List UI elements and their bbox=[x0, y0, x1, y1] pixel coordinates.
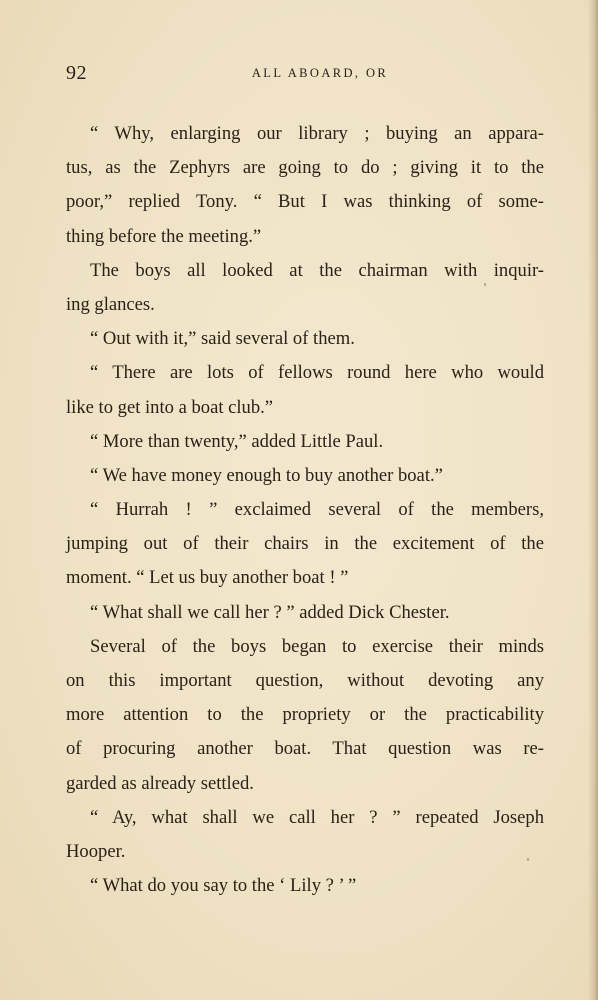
paragraph bbox=[66, 596, 544, 630]
text-line: like to get into a boat club.” bbox=[66, 396, 274, 418]
text-line: more attention to the propriety or the practicability bbox=[66, 704, 544, 726]
running-head: ALL ABOARD, OR bbox=[251, 66, 389, 80]
paragraph bbox=[66, 493, 544, 596]
text-line: “ What do you say to the ‘ Lily ? ’ ” bbox=[90, 875, 357, 897]
text-line: “ Hurrah ! ” exclaimed several of the members, bbox=[90, 499, 544, 521]
paragraph bbox=[66, 322, 544, 356]
text-line: moment. “ Let us buy another boat ! ” bbox=[66, 567, 349, 589]
text-line: “ We have money enough to buy another boat.” bbox=[90, 464, 443, 486]
text-line: “ More than twenty,” added Little Paul. bbox=[90, 430, 384, 452]
text-line: garded as already settled. bbox=[66, 772, 254, 794]
text-line: “ Why, enlarging our library ; buying an appara- bbox=[90, 123, 544, 144]
paragraph bbox=[66, 254, 544, 322]
text-line: of procuring another boat. That question was re- bbox=[66, 738, 544, 760]
text-line: poor,” replied Tony. “ But I was thinking of some- bbox=[66, 191, 544, 213]
text-line: “ Out with it,” said several of them. bbox=[90, 328, 355, 350]
text-line: thing before the meeting.” bbox=[66, 225, 262, 247]
text-line: “ What shall we call her ? ” added Dick Chester. bbox=[90, 601, 450, 623]
page-number: 92 bbox=[66, 62, 87, 84]
paragraph bbox=[66, 459, 544, 493]
paragraph bbox=[66, 425, 544, 459]
paragraph bbox=[66, 869, 544, 903]
text-line: Hooper. bbox=[66, 840, 126, 862]
text-line: tus, as the Zephyrs are going to do ; giving it to the bbox=[66, 157, 544, 179]
body-text bbox=[66, 117, 544, 903]
text-line: jumping out of their chairs in the excitement of the bbox=[66, 533, 544, 555]
text-line: “ There are lots of fellows round here who would bbox=[90, 362, 544, 384]
text-line: “ Ay, what shall we call her ? ” repeated Joseph bbox=[90, 806, 544, 828]
paper-speck bbox=[484, 283, 486, 286]
text-line: Several of the boys began to exercise their minds bbox=[90, 635, 544, 657]
paper-speck bbox=[527, 858, 529, 861]
paragraph bbox=[66, 630, 544, 801]
paragraph bbox=[66, 801, 544, 869]
text-line: ing glances. bbox=[66, 293, 155, 315]
paragraph bbox=[66, 356, 544, 424]
page-header bbox=[66, 62, 544, 88]
paragraph bbox=[66, 117, 544, 254]
text-line: on this important question, without devoting any bbox=[66, 670, 544, 691]
text-line: The boys all looked at the chairman with inquir- bbox=[90, 259, 544, 281]
page-edge-shadow bbox=[588, 0, 598, 1000]
